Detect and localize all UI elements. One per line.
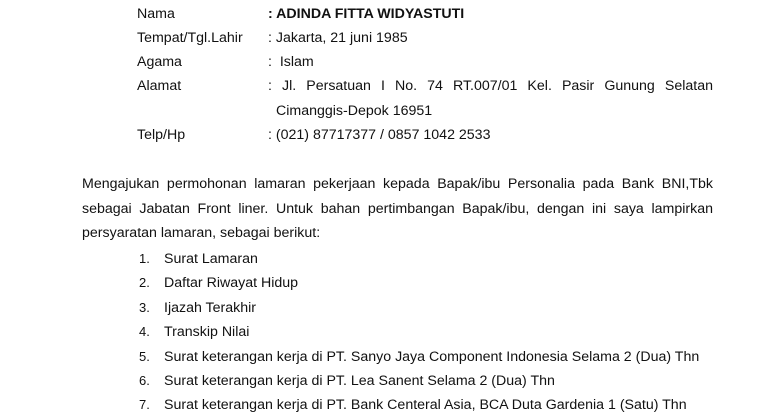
paragraph-line-3: persyaratan lamaran, sebagai berikut: <box>82 225 321 241</box>
list-item-number: 1. <box>139 251 150 266</box>
birth-label: Tempat/Tgl.Lahir <box>137 30 243 46</box>
phone-label: Telp/Hp <box>137 127 186 143</box>
list-item-text: Daftar Riwayat Hidup <box>164 275 299 291</box>
address-line-1: : Jl. Persatuan I No. 74 RT.007/01 Kel. Pasir Gunung Selatan <box>268 78 713 94</box>
list-item-number: 4. <box>139 324 150 339</box>
name-label: Nama <box>137 6 175 22</box>
name-row <box>137 6 713 30</box>
phone-row <box>137 127 713 151</box>
list-item-text: Surat keterangan kerja di PT. Bank Centeral Asia, BCA Duta Gardenia 1 (Satu) Thn <box>164 397 687 413</box>
phone-value: : (021) 87717377 / 0857 1042 2533 <box>268 127 491 143</box>
paragraph-line-1: Mengajukan permohonan lamaran pekerjaan kepada Bapak/ibu Personalia pada Bank BNI,Tbk <box>82 176 713 192</box>
address-line-2: Cimanggis-Depok 16951 <box>276 103 433 119</box>
list-item-text: Surat keterangan kerja di PT. Lea Sanent Selama 2 (Dua) Thn <box>164 373 555 389</box>
list-item-number: 7. <box>139 397 150 412</box>
list-item-number: 2. <box>139 275 150 290</box>
name-value: : ADINDA FITTA WIDYASTUTI <box>268 6 465 22</box>
list-item-number: 6. <box>139 373 150 388</box>
religion-value: : Islam <box>268 54 314 70</box>
list-item-number: 3. <box>139 300 150 315</box>
list-item-text: Transkip Nilai <box>164 324 250 340</box>
list-item-number: 5. <box>139 349 150 364</box>
birth-value: : Jakarta, 21 juni 1985 <box>268 30 408 46</box>
religion-row <box>137 54 713 78</box>
list-item-text: Surat keterangan kerja di PT. Sanyo Jaya Component Indonesia Selama 2 (Dua) Thn <box>164 349 700 365</box>
list-item-text: Ijazah Terakhir <box>164 300 257 316</box>
paragraph-line-2: sebagai Jabatan Front liner. Untuk bahan pertimbangan Bapak/ibu, dengan ini saya lampirkan <box>82 201 713 217</box>
birth-row <box>137 30 713 54</box>
list-item-text: Surat Lamaran <box>164 251 258 267</box>
address-label: Alamat <box>137 78 182 94</box>
religion-label: Agama <box>137 54 182 70</box>
